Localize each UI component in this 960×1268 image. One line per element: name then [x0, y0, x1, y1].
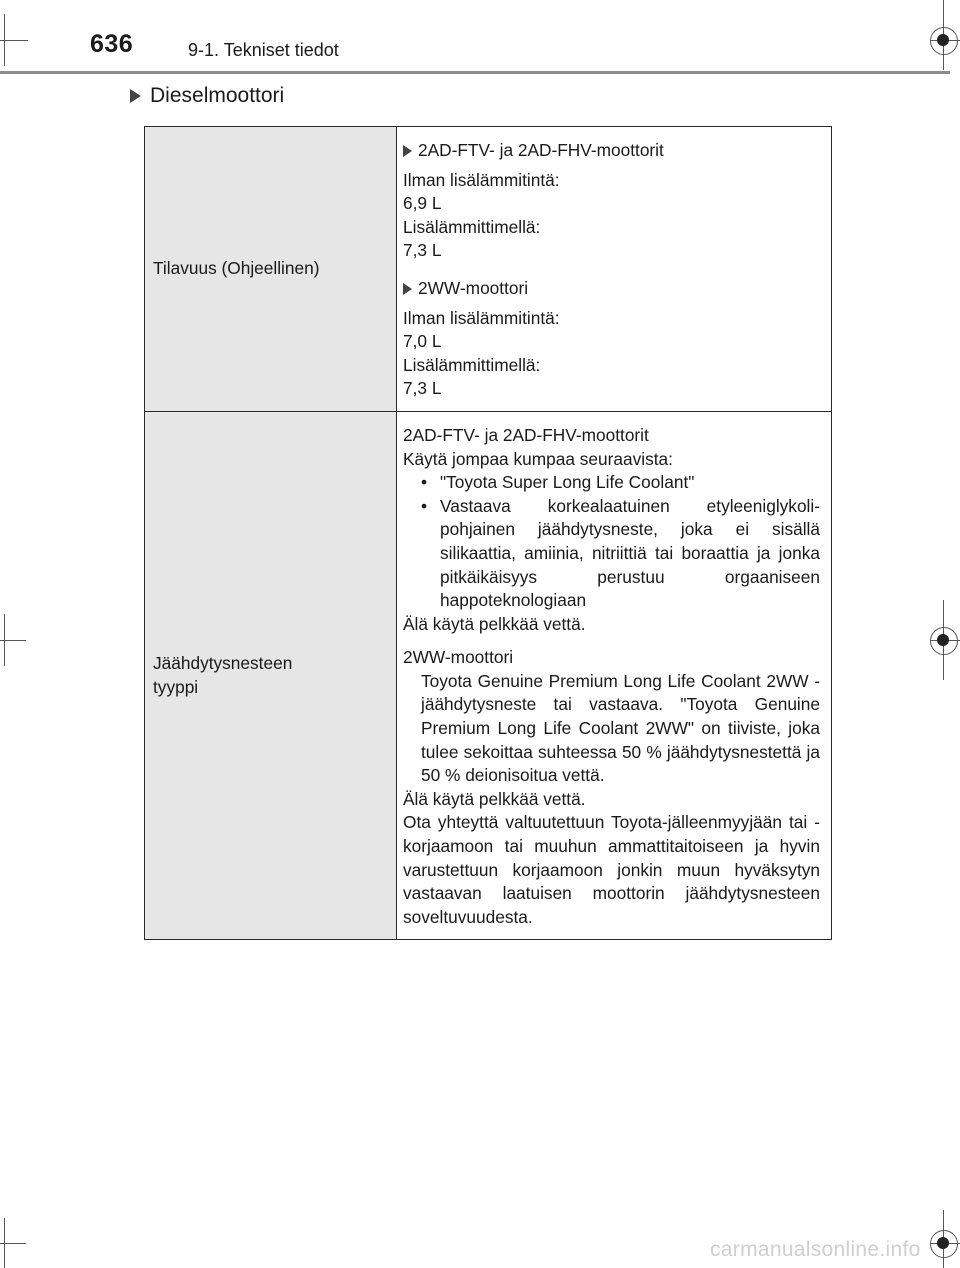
capacity-line: Lisälämmittimellä: [403, 216, 541, 237]
capacity-line: 7,0 L [403, 331, 442, 352]
list-item: • Vastaava korkealaatuinen etyleeniglykoli-pohjainen jäähdytysneste, joka ei sisällä silikaattia, amiinia, nitriittiä tai boraattia ja jonka pitkäikäisyys perustuu orgaaniseen happoteknologiaan [403, 495, 820, 613]
engine-subheading [403, 277, 820, 301]
triangle-bullet-icon [403, 283, 412, 295]
coolant-label [145, 411, 397, 939]
coolant-contact-note: Ota yhteyttä valtuutettuun Toyota-jälleenmyyjään tai -korjaamoon tai muuhun ammattitaitoiseen ja hyvin varustettuun korjaamoon jonkin muun hyväksytyn vastaavan laatuisen moottorin jäähdytysnesteen soveltuvuudesta. [403, 812, 820, 927]
header-rule [0, 71, 950, 74]
capacity-label [145, 127, 397, 412]
spec-table [144, 126, 832, 940]
coolant-intro: Käytä jompaa kumpaa seuraavista: [403, 448, 673, 469]
triangle-bullet-icon [403, 145, 412, 157]
coolant-engine-title: 2AD-FTV- ja 2AD-FHV-moottorit [403, 424, 649, 445]
section-title-text: Dieselmoottori [150, 84, 285, 107]
capacity-line: Ilman lisälämmitintä: [403, 169, 560, 190]
coolant-warning: Älä käytä pelkkää vettä. [403, 788, 586, 809]
coolant-values [397, 411, 832, 939]
coolant-row [145, 411, 832, 939]
capacity-values [397, 127, 832, 412]
coolant-options [403, 471, 820, 613]
capacity-row [145, 127, 832, 412]
running-head: 9-1. Tekniset tiedot [188, 40, 339, 60]
coolant-warning: Älä käytä pelkkää vettä. [403, 613, 586, 634]
coolant-label-line: Jäähdytysnesteen [153, 653, 293, 674]
triangle-bullet-icon [130, 89, 141, 103]
capacity-line: Ilman lisälämmitintä: [403, 307, 560, 328]
coolant-description: Toyota Genuine Premium Long Life Coolant 2WW -jäähdytysneste tai vastaava. "Toyota Genuine Premium Long Life Coolant 2WW" on tiiviste, joka tulee sekoittaa suhteessa 50 % jäähdytysnestettä ja 50 % deionisoitua vettä. [421, 670, 820, 786]
coolant-label-line: tyyppi [153, 676, 199, 697]
capacity-line: 6,9 L [403, 193, 442, 214]
page-number: 636 [90, 30, 134, 58]
coolant-engine-title: 2WW-moottori [403, 647, 514, 668]
engine-subheading [403, 139, 820, 163]
capacity-label-text: Tilavuus (Ohjeellinen) [153, 258, 320, 279]
watermark: carmanualsonline.info [710, 1238, 921, 1261]
capacity-line: Lisälämmittimellä: [403, 354, 541, 375]
list-item: • "Toyota Super Long Life Coolant" [403, 471, 820, 495]
capacity-line: 7,3 L [403, 240, 442, 261]
capacity-line: 7,3 L [403, 378, 442, 399]
engine-title: 2WW-moottori [418, 277, 529, 298]
section-title [130, 84, 284, 108]
engine-title: 2AD-FTV- ja 2AD-FHV-moottorit [418, 140, 664, 160]
